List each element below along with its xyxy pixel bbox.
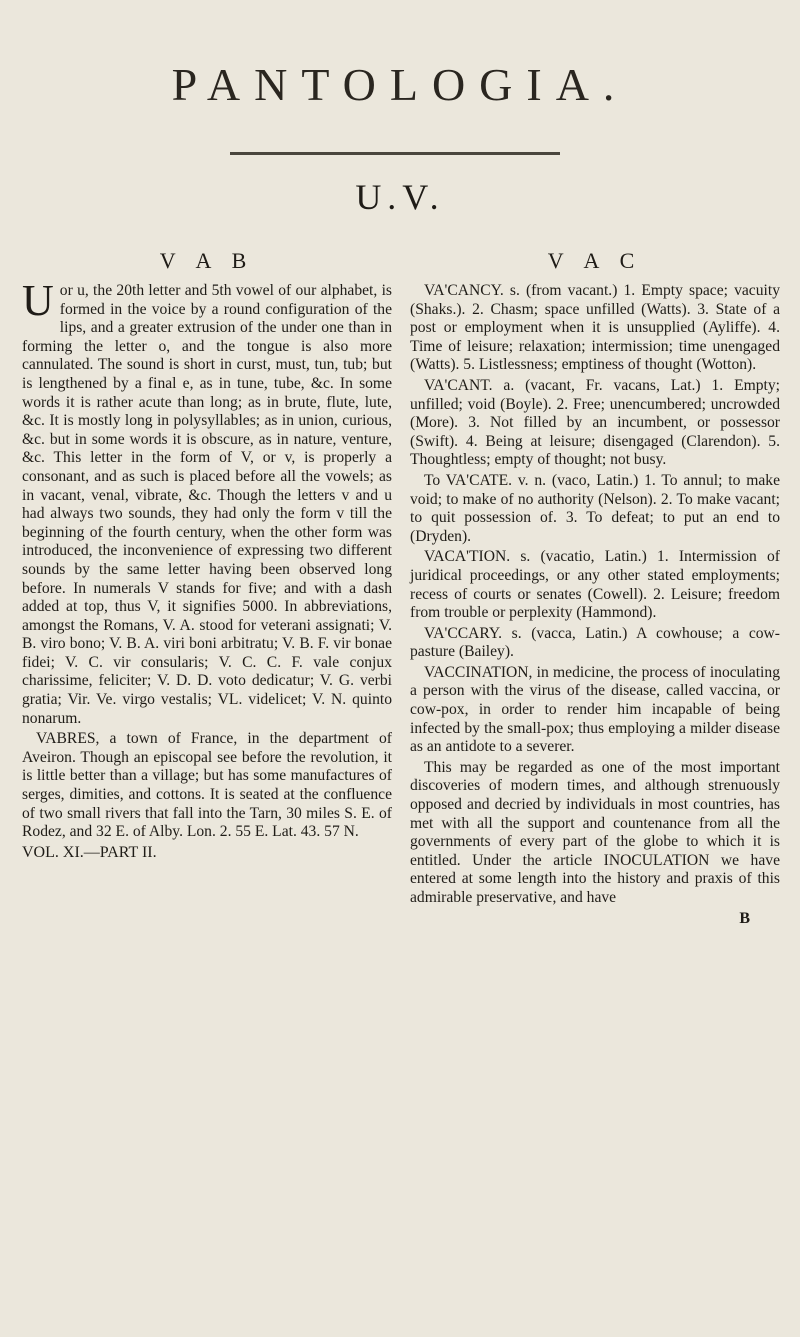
volume-footer: VOL. XI.—PART II. bbox=[22, 843, 157, 861]
masthead-title: PANTOLOGIA. bbox=[171, 59, 629, 110]
left-column bbox=[22, 248, 392, 862]
right-column bbox=[410, 248, 780, 927]
entry-vacation: VACA'TION. s. (vacatio, Latin.) 1. Intermission of juridical proceedings, or any other stated employments; recess of courts or senates (Cowell). 2. Leisure; freedom from trouble or perplexity (Hammond). bbox=[410, 548, 780, 622]
signature-mark: B bbox=[739, 909, 750, 927]
left-running-head: V A B bbox=[159, 248, 255, 273]
entry-to-vacate: To VA'CATE. v. n. (vaco, Latin.) 1. To annul; to make void; to make of no authority (Nelson). 2. To make vacant; to quit possession of. 3. To defeat; to put an end to (Dryden). bbox=[410, 471, 780, 545]
entry-u bbox=[22, 276, 392, 728]
entry-vabres: VABRES, a town of France, in the department of Aveiron. Though an episcopal see before the revolution, it is little better than a village; but has some manufactures of serges, dimities, and cottons. It is seated at the confluence of two small rivers that fall into the Tarn, 30 miles S. E. of Rodez, and 32 E. of Alby. Lon. 2. 55 E. Lat. 43. 57 N. bbox=[22, 730, 392, 841]
section-letter-heading: U.V. bbox=[355, 177, 445, 217]
decorative-rule bbox=[230, 152, 560, 155]
entry-vacant: VA'CANT. a. (vacant, Fr. vacans, Lat.) 1. Empty; unfilled; void (Boyle). 2. Free; unencumbered; uncrowded (More). 3. Not filled by an incumbent, or possessor (Swift). 4. Being at leisure; disengaged (Clarendon). 5. Thoughtless; empty of thought; not busy. bbox=[410, 376, 780, 469]
entry-u-text: or u, the 20th letter and 5th vowel of our alphabet, is formed in the voice by a round configuration of the lips, and a greater extrusion of the under one than in forming the letter o, and the tongue is also more cannulated. The sound is short in curst, must, tun, tub; but is lengthened by a final e, as in tune, tube, &c. In some words it is rather acute than long; as in brute, flute, lute, &c. It is mostly long in polysyllables; as in union, curious, &c. but in some words it is obscure, as in nature, venture, &c. This letter in the form of V, or v, is properly a consonant, and as such is placed before all the vowels; as in vacant, venal, vibrate, &c. Though the letters v and u had always two sounds, they had only the form v till the beginning of the fourth century, when the other form was introduced, the inconvenience of expressing two different sounds by the same letter having been observed long before. In numerals V stands for five; and with a dash added at top, thus V, it signifies 5000. In abbreviations, amongst the Romans, V. A. stood for veterani assignati; V. B. viro bono; V. B. A. viri boni arbitratu; V. B. F. vir bonae fidei; V. C. vir consularis; V. C. C. F. vale conjux charissime, feliciter; V. D. D. voto dedicatur; V. G. verbi gratia; Vir. Ve. virgo vestalis; VL. videlicet; V. N. quinto nonarum. bbox=[22, 282, 392, 727]
right-running-head: V A C bbox=[547, 248, 643, 273]
entry-vaccination: VACCINATION, in medicine, the process of inoculating a person with the virus of the disease, called vaccina, or cow-pox, in order to render him incapable of being infected by the small-pox; thus employing a milder disease as an antidote to a severer. bbox=[410, 663, 780, 756]
entry-vaccination-continued: This may be regarded as one of the most important discoveries of modern times, and although strenuously opposed and decried by individuals in most countries, has met with all the support and countenance from all the governments of every part of the globe to which it is entitled. Under the article INOCULATION we have entered at some length into the history and praxis of this admirable preservative, and have bbox=[410, 758, 780, 906]
entry-vaccary: VA'CCARY. s. (vacca, Latin.) A cowhouse; a cow-pasture (Bailey). bbox=[410, 624, 780, 661]
drop-cap-letter: U bbox=[22, 276, 54, 325]
entry-vacancy: VA'CANCY. s. (from vacant.) 1. Empty space; vacuity (Shaks.). 2. Chasm; space unfilled (Watts). 3. State of a post or employment when it is unsupplied (Ayliffe). 4. Time of leisure; relaxation; intermission; time unengaged (Watts). 5. Listlessness; emptiness of thought (Wotton). bbox=[410, 282, 780, 374]
